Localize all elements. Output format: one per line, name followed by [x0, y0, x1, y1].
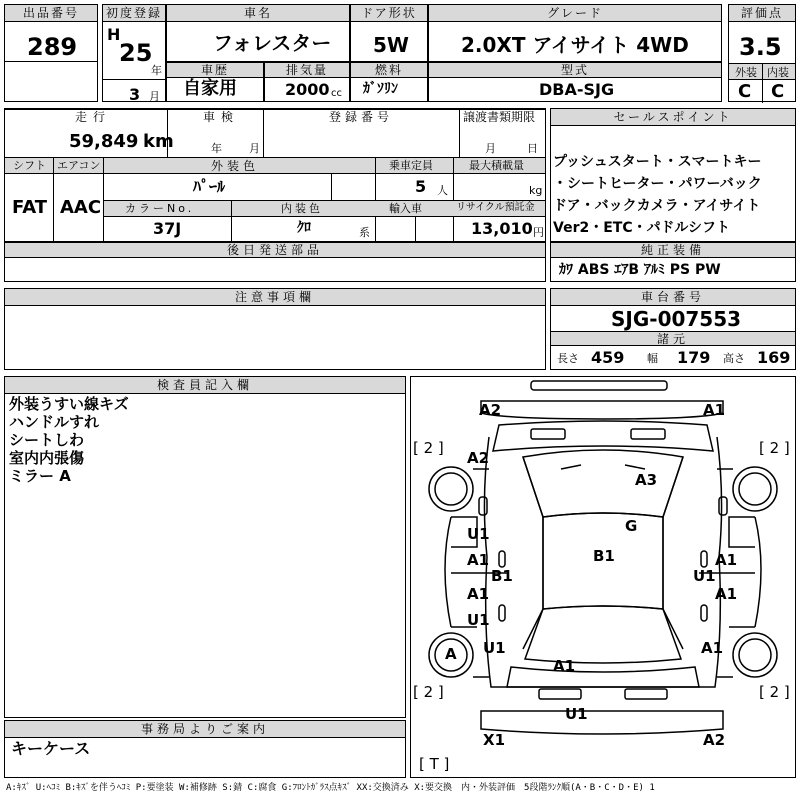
- mark-u1-rear: U1: [565, 705, 588, 723]
- mileage-unit: km: [143, 131, 174, 152]
- inspector-line-3: シートしわ: [9, 431, 85, 449]
- color-no-label: カラーNo.: [125, 202, 195, 215]
- inspector-line-1: 外装うすい線キズ: [9, 395, 129, 413]
- capacity-unit: 人: [437, 184, 448, 197]
- score-label: 評価点: [729, 5, 795, 22]
- door-value: 5W: [373, 33, 409, 57]
- inspector-line-5: ミラー A: [9, 467, 71, 485]
- month-unit: 月: [149, 90, 160, 103]
- mark-bracket-front-left: [ 2 ]: [413, 439, 444, 457]
- model-cell: [428, 62, 722, 102]
- width-label: 幅: [647, 352, 658, 365]
- legend-text: A:ｷｽﾞ U:ﾍｺﾐ B:ｷｽﾞを伴うﾍｺﾐ P:要塗装 W:補修跡 S:錆 C:腐食 G:ﾌﾛﾝﾄｶﾞﾗｽ点ｷｽﾞ XX:交換済み X:要交換 内・外装評価 5段階ﾗﾝｸ順(A・B・C・D・E) 1: [6, 783, 655, 793]
- interior-label: 内装: [767, 66, 789, 79]
- capacity-value: 5: [415, 177, 427, 196]
- details-block: [4, 108, 546, 242]
- mark-a1-left-rear: A1: [467, 585, 490, 603]
- sales-line-1: プッシュスタート・スマートキー: [553, 154, 762, 170]
- displacement-value: 2000: [285, 80, 330, 99]
- inspector-label: 検査員記入欄: [5, 377, 405, 394]
- exterior-label: 外装: [735, 66, 757, 79]
- lot-number-cell: [4, 4, 98, 102]
- chassis-value: SJG-007553: [611, 307, 742, 331]
- color-no-value: 37J: [153, 219, 182, 238]
- mark-a1-left-front: A1: [467, 551, 490, 569]
- color-label: 外装色: [211, 159, 260, 173]
- lot-number-value: 289: [27, 33, 78, 61]
- mark-a1-right-rear: A1: [701, 639, 724, 657]
- era-letter: H: [107, 25, 121, 44]
- spec-label: 諸元: [551, 331, 795, 346]
- exterior-grade: C: [738, 81, 752, 102]
- length-value: 459: [591, 348, 625, 367]
- score-value: 3.5: [739, 33, 782, 61]
- mark-g-windshield: G: [625, 517, 638, 535]
- color-value: ﾊﾟｰﾙ: [193, 177, 226, 196]
- chassis-cell: [550, 288, 796, 370]
- inspection-month-unit: 月: [249, 142, 260, 155]
- ac-label: エアコン: [57, 159, 101, 172]
- first-registration-cell: [102, 4, 166, 102]
- equipment-cell: [550, 242, 796, 282]
- first-registration-label: 初度登録: [103, 5, 165, 22]
- history-value: 自家用: [183, 78, 237, 99]
- sales-line-4: Ver2・ETC・パドルシフト: [553, 220, 730, 236]
- capacity-label: 乗車定員: [389, 159, 433, 172]
- office-text: キーケース: [11, 739, 91, 758]
- import-label: 輸入車: [389, 202, 422, 215]
- mark-bracket-rear-right: [ 2 ]: [759, 683, 790, 701]
- mark-a2-hood: A2: [467, 449, 490, 467]
- mark-u1-left-rear: U1: [467, 611, 490, 629]
- displacement-cell: [264, 62, 350, 102]
- interior-grade: C: [771, 81, 785, 102]
- mark-a3-windshield: A3: [635, 471, 658, 489]
- mark-b1-left: B1: [491, 567, 513, 585]
- mark-b1-roof: B1: [593, 547, 615, 565]
- height-label: 高さ: [723, 352, 745, 365]
- load-unit: kg: [529, 184, 543, 197]
- equipment-value: ｶﾜ ABS ｴｱB ｱﾙﾐ PS PW: [559, 262, 721, 278]
- car-name-cell: [166, 4, 350, 62]
- car-name-label: 車名: [167, 5, 349, 22]
- car-outline: [411, 377, 795, 777]
- mark-a1-right-front: A1: [715, 551, 738, 569]
- model-value: DBA-SJG: [539, 80, 615, 99]
- notes-label: 注意事項欄: [5, 289, 545, 306]
- lot-number-label: 出品番号: [5, 5, 97, 22]
- mark-a1-rear-glass: A1: [553, 657, 576, 675]
- notes-cell: [4, 288, 546, 370]
- door-cell: [350, 4, 428, 62]
- length-label: 長さ: [557, 352, 579, 365]
- score-cell: [728, 4, 796, 102]
- registration-month: 3: [129, 85, 141, 104]
- sales-line-3: ドア・バックカメラ・アイサイト: [553, 198, 761, 214]
- fuel-cell: [350, 62, 428, 102]
- history-label: 車歴: [167, 63, 263, 78]
- recycle-unit: 円: [533, 226, 544, 239]
- later-parts-cell: [4, 242, 546, 282]
- height-value: 169: [757, 348, 791, 367]
- int-color-unit: 系: [359, 226, 370, 239]
- inspector-line-4: 室内内張傷: [9, 449, 85, 467]
- mark-a2-rear-right: A2: [703, 731, 726, 749]
- mark-bracket-front-right: [ 2 ]: [759, 439, 790, 457]
- mark-bracket-rear-left: [ 2 ]: [413, 683, 444, 701]
- recycle-value: 13,010: [471, 219, 533, 238]
- door-label: ドア形状: [351, 5, 427, 22]
- mark-x1-rear-left: X1: [483, 731, 506, 749]
- width-value: 179: [677, 348, 711, 367]
- office-label: 事務局よりご案内: [5, 721, 405, 738]
- transfer-label: 譲渡書類期限: [463, 110, 536, 124]
- inspector-line-2: ハンドルすれ: [9, 413, 100, 431]
- shift-label: シフト: [13, 159, 46, 172]
- equipment-label: 純正装備: [551, 243, 795, 258]
- model-label: 型式: [429, 63, 721, 78]
- mileage-value: 59,849: [69, 131, 139, 152]
- sales-points-cell: [550, 108, 796, 242]
- inspection-year-unit: 年: [211, 142, 222, 155]
- later-parts-label: 後日発送部品: [5, 243, 545, 258]
- history-cell: [166, 62, 264, 102]
- grade-cell: [428, 4, 722, 62]
- inspector-cell: [4, 376, 406, 718]
- mark-u1-left-front: U1: [467, 525, 490, 543]
- registration-year: 25: [119, 39, 153, 67]
- mark-u1-right: U1: [693, 567, 716, 585]
- mark-a1-right-mid: A1: [715, 585, 738, 603]
- int-color-value: ｸﾛ: [297, 220, 311, 236]
- int-color-label: 内装色: [281, 202, 323, 215]
- office-cell: [4, 720, 406, 778]
- transfer-day-unit: 日: [527, 142, 538, 155]
- plate-label: 登録番号: [329, 110, 394, 124]
- mark-a-left-wheel: A: [445, 645, 457, 663]
- grade-value: 2.0XT アイサイト 4WD: [461, 33, 689, 57]
- car-name-value: フォレスター: [213, 31, 332, 55]
- mark-bracket-t: [ T ]: [419, 755, 450, 773]
- displacement-unit: cc: [331, 88, 342, 99]
- mark-a2-front-left: A2: [479, 401, 502, 419]
- transfer-month-unit: 月: [485, 142, 496, 155]
- displacement-label: 排気量: [265, 63, 349, 78]
- fuel-label: 燃料: [351, 63, 427, 78]
- mark-a1-front-right: A1: [703, 401, 726, 419]
- chassis-label: 車台番号: [551, 289, 795, 306]
- fuel-value: ｶﾞｿﾘﾝ: [363, 81, 398, 97]
- recycle-label: リサイクル預託金: [456, 202, 535, 213]
- car-diagram: [410, 376, 796, 778]
- sales-line-2: ・シートヒーター・パワーバック: [553, 176, 762, 192]
- shift-value: FAT: [12, 197, 48, 218]
- load-label: 最大積載量: [469, 159, 524, 172]
- sales-points-label: セールスポイント: [551, 109, 795, 126]
- ac-value: AAC: [60, 197, 102, 218]
- inspection-label: 車検: [203, 110, 240, 124]
- mark-u1-left-quarter: U1: [483, 639, 506, 657]
- grade-label: グレード: [429, 5, 721, 22]
- year-unit: 年: [151, 64, 162, 77]
- mileage-label: 走行: [75, 110, 112, 124]
